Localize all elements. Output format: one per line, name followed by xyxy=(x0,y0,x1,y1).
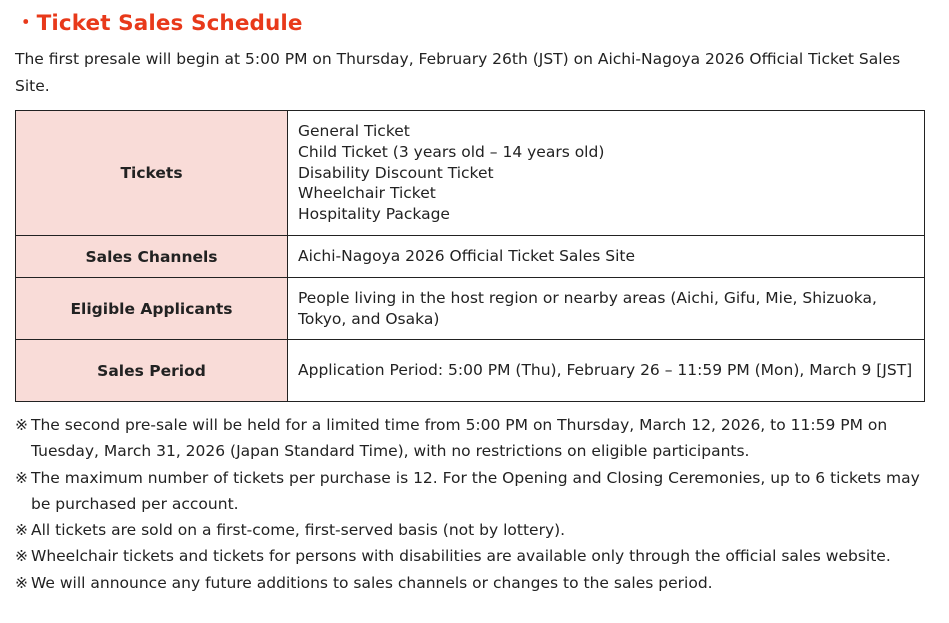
row-header-tickets: Tickets xyxy=(16,111,288,236)
note-text: All tickets are sold on a first-come, first-served basis (not by lottery). xyxy=(31,521,566,540)
ticket-type-item: Disability Discount Ticket xyxy=(298,163,494,182)
table-row-sales-period xyxy=(16,340,925,402)
note-item xyxy=(15,465,925,518)
ticket-type-item: Hospitality Package xyxy=(298,205,450,224)
note-item xyxy=(15,412,925,465)
row-header-sales-channels: Sales Channels xyxy=(16,236,288,278)
notes-list xyxy=(15,412,925,596)
eligible-applicants-value: People living in the host region or nearby areas (Aichi, Gifu, Mie, Shizuoka, Tokyo, and Osaka) xyxy=(288,278,925,340)
schedule-table xyxy=(15,110,925,402)
note-item xyxy=(15,570,925,596)
section-title xyxy=(15,6,303,37)
table-row-tickets xyxy=(16,111,925,236)
intro-paragraph: The first presale will begin at 5:00 PM on Thursday, February 26th (JST) on Aichi-Nagoya 2026 Official Ticket Sales Site. xyxy=(15,50,901,95)
ticket-type-item: General Ticket xyxy=(298,122,410,141)
table-row-sales-channels xyxy=(16,236,925,278)
title-bullet: ・ xyxy=(15,11,37,36)
note-text: The second pre-sale will be held for a limited time from 5:00 PM on Thursday, March 12, 2026, to 11:59 PM on Tuesday, March 31, 2026 (Japan Standard Time), with no restrictions on eligible participants. xyxy=(31,416,888,461)
row-header-sales-period: Sales Period xyxy=(16,340,288,402)
reference-mark-icon: ※ xyxy=(15,521,28,540)
note-item xyxy=(15,543,925,569)
ticket-types-cell xyxy=(288,111,925,236)
reference-mark-icon: ※ xyxy=(15,573,28,592)
note-text: The maximum number of tickets per purchase is 12. For the Opening and Closing Ceremonies, up to 6 tickets may be purchased per account. xyxy=(31,468,920,513)
title-text: Ticket Sales Schedule xyxy=(36,11,303,36)
reference-mark-icon: ※ xyxy=(15,416,28,434)
ticket-type-item: Wheelchair Ticket xyxy=(298,184,436,203)
row-header-eligible-applicants: Eligible Applicants xyxy=(16,278,288,340)
sales-channels-value: Aichi-Nagoya 2026 Official Ticket Sales Site xyxy=(288,236,925,278)
reference-mark-icon: ※ xyxy=(15,468,28,487)
ticket-type-item: Child Ticket (3 years old – 14 years old) xyxy=(298,142,605,161)
note-text: We will announce any future additions to sales channels or changes to the sales period. xyxy=(31,573,713,592)
note-item xyxy=(15,517,925,543)
sales-period-value: Application Period: 5:00 PM (Thu), February 26 – 11:59 PM (Mon), March 9 [JST] xyxy=(288,340,925,402)
table-row-eligible-applicants xyxy=(16,278,925,340)
note-text: Wheelchair tickets and tickets for persons with disabilities are available only through the official sales website. xyxy=(31,547,891,566)
reference-mark-icon: ※ xyxy=(15,547,28,566)
